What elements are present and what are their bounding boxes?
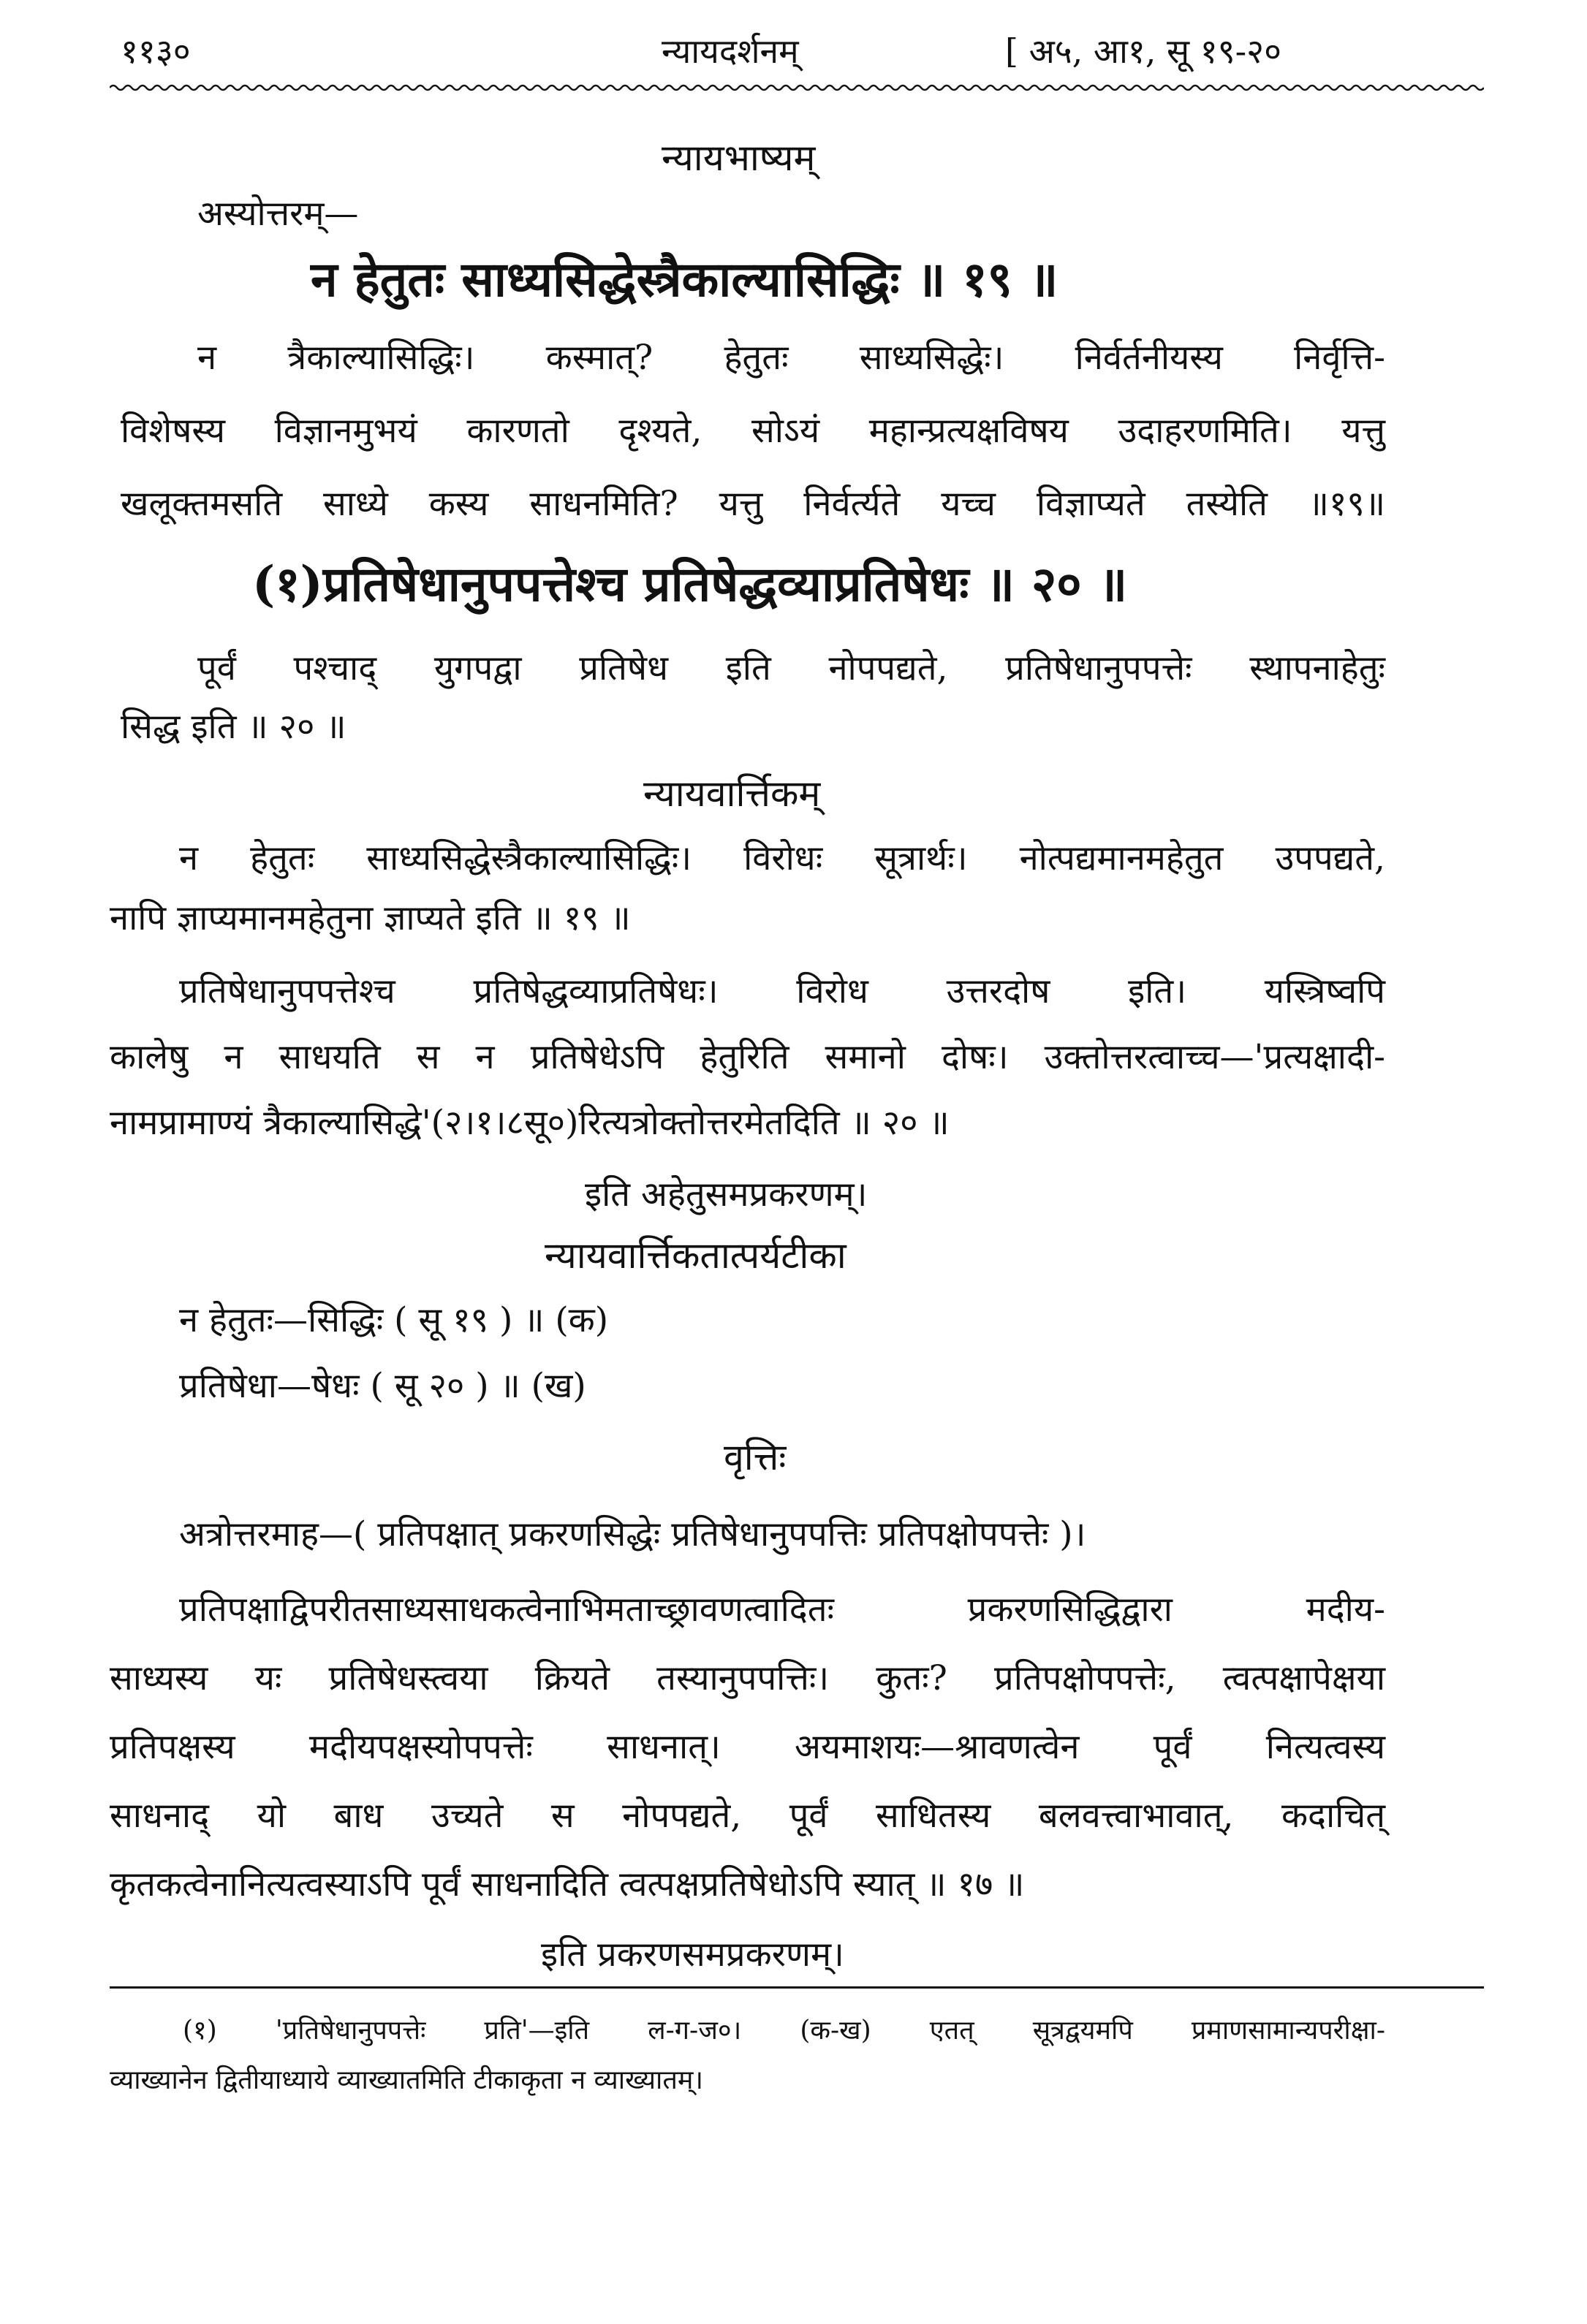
- section-heading-vritti: वृत्तिः: [724, 1436, 787, 1478]
- section-heading-nyaya-varttika: न्यायवार्त्तिकम्: [643, 772, 821, 815]
- vritti-line: प्रतिपक्षस्य मदीयपक्षस्योपपत्तेः साधनात्। अयमाशयः—श्रावणत्वेन पूर्वं नित्यत्वस्य: [110, 1727, 1385, 1767]
- page-number: ११३०: [121, 31, 191, 71]
- vritti-line: साध्यस्य यः प्रतिषेधस्त्वया क्रियते तस्यानुपपत्तिः। कुतः? प्रतिपक्षोपपत्तेः, त्वत्पक्षापेक्षया: [110, 1658, 1385, 1698]
- varttika-line: नामप्रामाण्यं त्रैकाल्यासिद्धे'(२।१।८सू०)रित्यत्रोक्तोत्तरमेतदिति ॥ २० ॥: [110, 1103, 950, 1143]
- section-heading-tatparya-tika: न्यायवार्त्तिकतात्पर्यटीका: [545, 1234, 846, 1277]
- sutra-20: (१)प्रतिषेधानुपपत्तेश्च प्रतिषेद्धव्याप्रतिषेधः ॥ २० ॥: [252, 555, 1128, 612]
- bhashya-line: न त्रैकाल्यासिद्धिः। कस्मात्? हेतुतः साध्यसिद्धेः। निर्वर्तनीयस्य निर्वृत्ति-: [197, 338, 1385, 378]
- vritti-intro: अत्रोत्तरमाह—( प्रतिपक्षात् प्रकरणसिद्धेः प्रतिषेधानुपपत्तिः प्रतिपक्षोपपत्तेः )।: [179, 1514, 1086, 1554]
- bhashya-line: पूर्वं पश्चाद् युगपद्वा प्रतिषेध इति नोपपद्यते, प्रतिषेधानुपपत्तेः स्थापनाहेतुः: [197, 648, 1385, 688]
- varttika-line: न हेतुतः साध्यसिद्धेस्त्रैकाल्यासिद्धिः। विरोधः सूत्रार्थः। नोत्पद्यमानमहेतुत उपपद्यते,: [179, 838, 1385, 878]
- bhashya-line: सिद्ध इति ॥ २० ॥: [121, 707, 346, 747]
- varttika-line: कालेषु न साधयति स न प्रतिषेधेऽपि हेतुरिति समानो दोषः। उक्तोत्तरत्वाच्च—'प्रत्यक्षादी-: [110, 1037, 1385, 1077]
- bhashya-line: विशेषस्य विज्ञानमुभयं कारणतो दृश्यते, सोऽयं महान्प्रत्यक्षविषय उदाहरणमिति। यत्तु: [121, 411, 1385, 451]
- section-heading-nyaya-bhashya: न्यायभाष्यम्: [662, 137, 816, 179]
- varttika-line: प्रतिषेधानुपपत्तेश्च प्रतिषेद्धव्याप्रतिषेधः। विरोध उत्तरदोष इति। यस्त्रिष्वपि: [179, 971, 1385, 1011]
- footnote-line: व्याख्यानेन द्वितीयाध्याये व्याख्यातमिति टीकाकृता न व्याख्यातम्।: [110, 2065, 704, 2095]
- vritti-line: प्रतिपक्षाद्विपरीतसाध्यसाधकत्वेनाभिमताच्छ्रावणत्वादितः प्रकरणसिद्धिद्वारा मदीय-: [179, 1590, 1385, 1630]
- bhashya-line: खलूक्तमसति साध्ये कस्य साधनमिति? यत्तु निर्वर्त्यते यच्च विज्ञाप्यते तस्येति ॥१९॥: [121, 484, 1385, 524]
- section-reference: [ अ५, आ१, सू १९-२०: [1005, 31, 1281, 71]
- tika-line-ka: न हेतुतः—सिद्धिः ( सू १९ ) ॥ (क): [179, 1300, 609, 1340]
- footnote-rule: [110, 1986, 1484, 1989]
- footnote-line: (१) 'प्रतिषेधानुपपत्तेः प्रति'—इति ल-ग-ज०। (क-ख) एतत् सूत्रद्वयमपि प्रमाणसामान्यपरीक्षा-: [183, 2016, 1385, 2046]
- header-wavy-rule: [110, 82, 1484, 94]
- vritti-line: साधनाद् यो बाध उच्यते स नोपपद्यते, पूर्वं साधितस्य बलवत्त्वाभावात्, कदाचित्: [110, 1796, 1385, 1836]
- running-title: न्यायदर्शनम्: [662, 31, 799, 71]
- varttika-closing: इति अहेतुसमप्रकरणम्।: [585, 1174, 868, 1215]
- vritti-line: कृतकत्वेनानित्यत्वस्याऽपि पूर्वं साधनादिति त्वत्पक्षप्रतिषेधोऽपि स्यात् ॥ १७ ॥: [110, 1864, 1025, 1905]
- varttika-line: नापि ज्ञाप्यमानमहेतुना ज्ञाप्यते इति ॥ १९ ॥: [110, 898, 631, 938]
- tika-line-kha: प्रतिषेधा—षेधः ( सू २० ) ॥ (ख): [179, 1366, 586, 1406]
- bhashya-intro: अस्योत्तरम्—: [197, 194, 359, 234]
- sutra-19: न हेतुतः साध्यसिद्धेस्त्रैकाल्यासिद्धिः ॥ १९ ॥: [311, 251, 1058, 308]
- vritti-closing: इति प्रकरणसमप्रकरणम्।: [541, 1934, 844, 1975]
